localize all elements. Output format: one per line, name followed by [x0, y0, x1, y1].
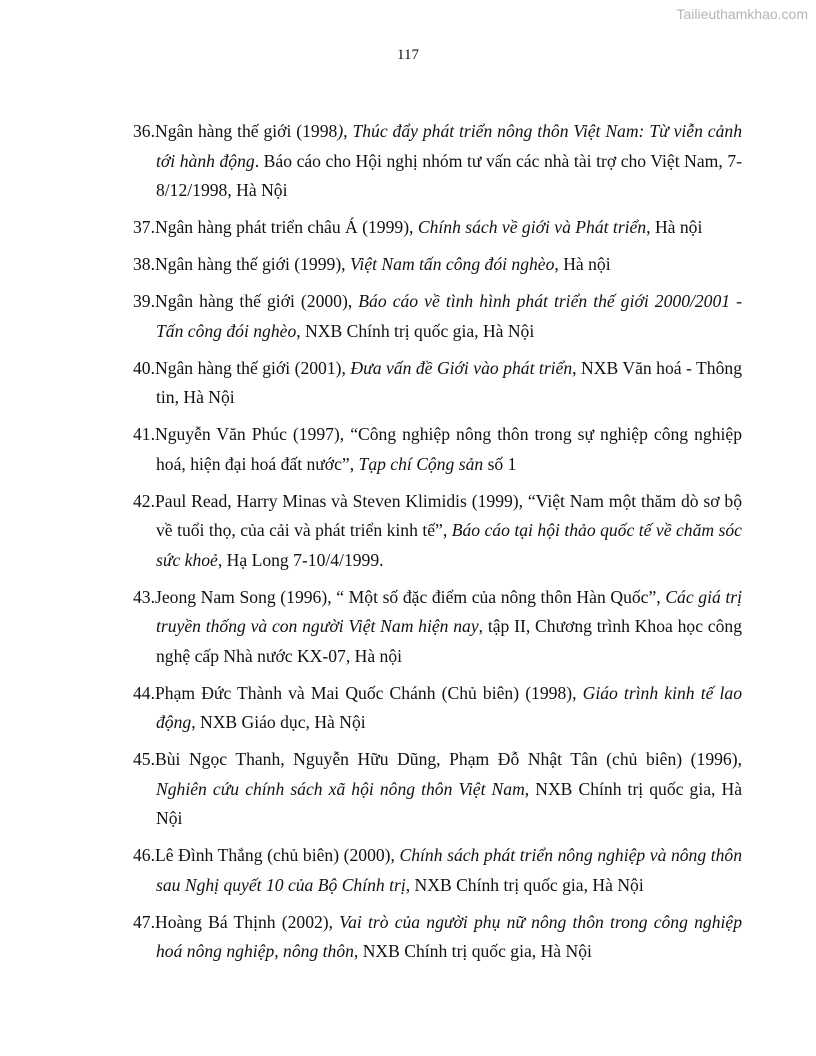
- reference-number: 41.: [133, 424, 155, 444]
- reference-text: , NXB Chính trị quốc gia, Hà Nội: [296, 320, 535, 341]
- reference-list: [133, 117, 742, 974]
- reference-number: 37.: [133, 217, 155, 237]
- reference-title: Tạp chí Cộng sản: [358, 453, 484, 474]
- reference-text: Lê Đình Thắng (chủ biên) (2000),: [155, 845, 400, 865]
- reference-text: Jeong Nam Song (1996), “ Một số đặc điểm của nông thôn Hàn Quốc”,: [155, 586, 666, 607]
- reference-text: Ngân hàng thế giới (1999),: [155, 254, 350, 274]
- reference-title: Đưa vấn đề Giới vào phát triển: [350, 357, 573, 378]
- reference-item: [133, 250, 742, 280]
- reference-item: [133, 908, 742, 967]
- reference-number: 39.: [133, 291, 155, 311]
- reference-text: Paul Read, Harry Minas và Steven Klimidis (1999), “Việt Nam một thăm dò sơ bộ về tuổi thọ, của cải và phát triển kinh tế”,: [155, 490, 742, 540]
- reference-item: [133, 679, 742, 738]
- reference-item: [133, 583, 742, 672]
- reference-item: [133, 354, 742, 413]
- reference-number: 42.: [133, 490, 155, 511]
- reference-title: Báo cáo về tình hình phát triển thế giới 2000/2001 - Tấn công đói nghèo: [156, 291, 742, 341]
- reference-text: , NXB Giáo dục, Hà Nội: [191, 712, 366, 732]
- reference-text: , tập II, Chương trình Khoa học công nghệ cấp Nhà nước KX-07, Hà nội: [156, 616, 742, 666]
- reference-number: 45.: [133, 749, 155, 769]
- reference-item: [133, 841, 742, 900]
- reference-number: 40.: [133, 357, 155, 378]
- reference-text: Ngân hàng thế giới (1998: [155, 121, 338, 141]
- reference-text: Ngân hàng phát triển châu Á (1999),: [155, 217, 418, 237]
- reference-text: số 1: [483, 453, 517, 474]
- reference-text: . Báo cáo cho Hội nghị nhóm tư vấn các nhà tài trợ cho Việt Nam, 7-8/12/1998, Hà Nội: [156, 150, 742, 200]
- reference-number: 38.: [133, 254, 155, 274]
- reference-text: Nguyễn Văn Phúc (1997), “Công nghiệp nông thôn trong sự nghiệp công nghiệp hoá, hiện đại hoá đất nước”,: [155, 424, 742, 474]
- reference-number: 44.: [133, 682, 155, 703]
- page-number: 117: [397, 47, 419, 63]
- reference-title: Chính sách phát triển nông nghiệp và nông thôn sau Nghị quyết 10 của Bộ Chính trị: [156, 845, 742, 895]
- reference-text: Hoàng Bá Thịnh (2002),: [155, 911, 340, 932]
- reference-text: , Hà nội: [646, 217, 703, 237]
- reference-text: Bùi Ngọc Thanh, Nguyễn Hữu Dũng, Phạm Đỗ Nhật Tân (chủ biên) (1996),: [155, 749, 742, 769]
- reference-title: Vai trò của người phụ nữ nông thôn trong công nghiệp hoá nông nghiệp, nông thôn: [156, 911, 742, 961]
- reference-number: 47.: [133, 911, 155, 932]
- reference-text: , NXB Chính trị quốc gia, Hà Nội: [156, 778, 742, 828]
- reference-title: Giáo trình kinh tế lao động: [156, 682, 742, 732]
- reference-number: 46.: [133, 845, 155, 865]
- reference-title: Báo cáo tại hội thảo quốc tế về chăm sóc sức khoẻ: [156, 520, 742, 570]
- reference-text: , Hà nội: [554, 254, 611, 274]
- reference-number: 43.: [133, 586, 155, 607]
- reference-title: Nghiên cứu chính sách xã hội nông thôn Việt Nam: [156, 778, 525, 799]
- reference-title: Việt Nam tấn công đói nghèo: [349, 254, 555, 274]
- reference-text: Ngân hàng thế giới (2000),: [155, 291, 359, 311]
- reference-item: [133, 213, 742, 243]
- watermark: Tailieuthamkhao.com: [676, 6, 808, 22]
- reference-item: [133, 745, 742, 834]
- reference-text: Ngân hàng thế giới (2001),: [155, 357, 351, 378]
- reference-title: Chính sách về giới và Phát triển: [417, 217, 647, 237]
- reference-title: Các giá trị truyền thống và con người Việt Nam hiện nay: [156, 586, 743, 636]
- reference-text: , NXB Chính trị quốc gia, Hà Nội: [353, 941, 592, 961]
- reference-title: ), Thúc đẩy phát triển nông thôn Việt Nam: Từ viễn cảnh tới hành động: [156, 121, 742, 171]
- reference-item: [133, 420, 742, 479]
- reference-item: [133, 487, 742, 576]
- reference-text: , NXB Văn hoá - Thông tin, Hà Nội: [156, 357, 742, 407]
- reference-item: [133, 287, 742, 346]
- reference-number: 36.: [133, 121, 155, 141]
- reference-text: , NXB Chính trị quốc gia, Hà Nội: [405, 874, 644, 895]
- reference-item: [133, 117, 742, 206]
- reference-text: , Hạ Long 7-10/4/1999.: [217, 549, 384, 570]
- reference-text: Phạm Đức Thành và Mai Quốc Chánh (Chủ biên) (1998),: [155, 682, 583, 703]
